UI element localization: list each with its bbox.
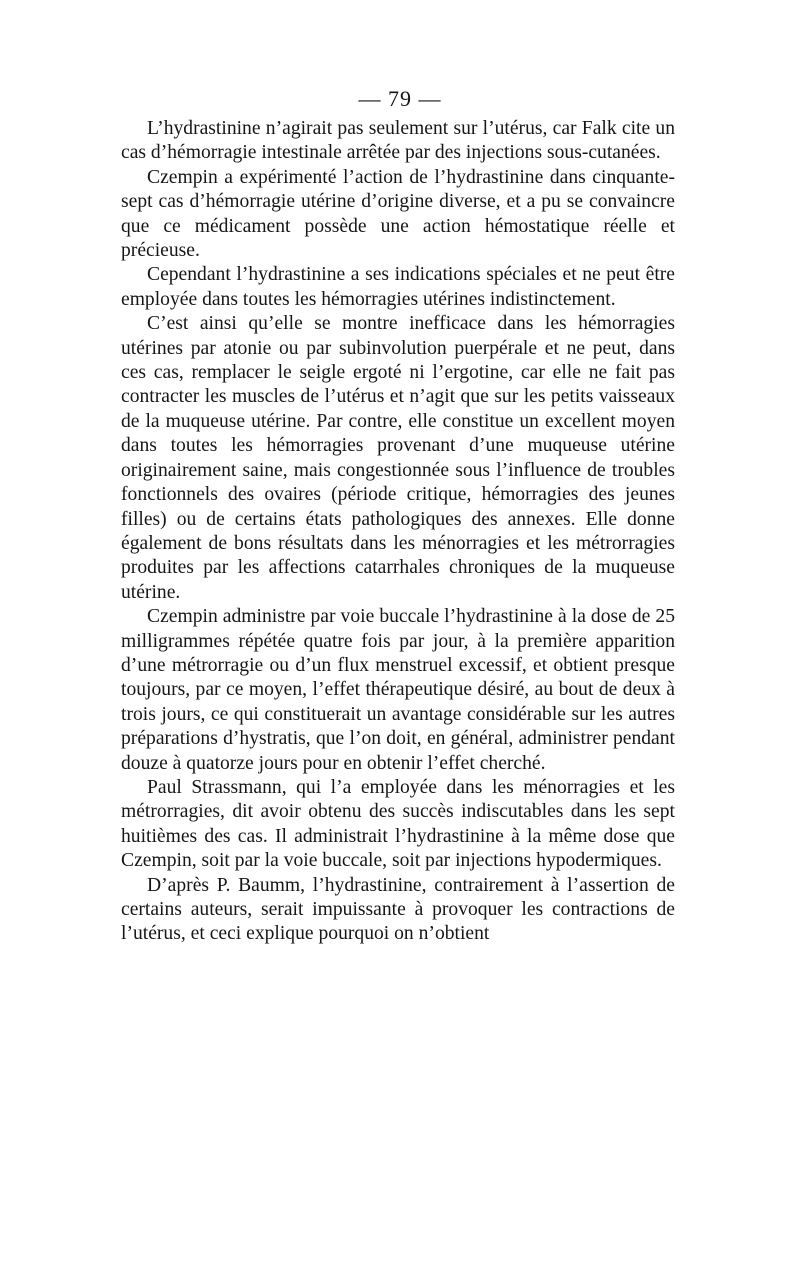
paragraph: C’est ainsi qu’elle se montre inefficace dans les hémorragies utérines par atonie ou par subinvolution puerpérale et ne peut, dans ces cas, remplacer le seigle ergoté ni l’ergotine, car elle ne fait pas contracter les muscles de l’utérus et n’agit que sur les petits vaisseaux de la muqueuse utérine. Par contre, elle constitue un excellent moyen dans toutes les hémorragies provenant d’une muqueuse utérine originairement saine, mais congestionnée sous l’influence de troubles fonctionnels des ovaires (période critique, hémorragies des jeunes filles) ou de certains états pathologiques des annexes. Elle donne également de bons résultats dans les ménorragies et les métrorragies produites par les affections catarrhales chroniques de la muqueuse utérine. bbox=[121, 313, 675, 603]
paragraph: Czempin a expérimenté l’action de l’hydrastinine dans cinquante-sept cas d’hémorragie utérine d’origine diverse, et a pu se convaincre que ce médicament possède une action hémostatique réelle et précieuse. bbox=[121, 166, 675, 262]
paragraph: L’hydrastinine n’agirait pas seulement sur l’utérus, car Falk cite un cas d’hémorragie intestinale arrêtée par des injections sous-cutanées. bbox=[121, 118, 675, 164]
paragraph: Czempin administre par voie buccale l’hydrastinine à la dose de 25 milligrammes répétée quatre fois par jour, à la première apparition d’une métrorragie ou d’un flux menstruel excessif, et obtient presque toujours, par ce moyen, l’effet thérapeutique désiré, au bout de deux à trois jours, ce qui constituerait un avantage considérable sur les autres préparations d’hystratis, que l’on doit, en général, administrer pendant douze à quatorze jours pour en obtenir l’effet cherché. bbox=[121, 606, 675, 774]
body-text bbox=[121, 117, 675, 947]
page-number: — 79 — bbox=[358, 86, 442, 111]
paragraph: D’après P. Baumm, l’hydrastinine, contrairement à l’assertion de certains auteurs, serait impuissante à provoquer les contractions de l’utérus, et ceci explique pourquoi on n’obtient bbox=[121, 874, 675, 945]
paragraph: Paul Strassmann, qui l’a employée dans les ménorragies et les métrorragies, dit avoir obtenu des succès indiscutables dans les sept huitièmes des cas. Il administrait l’hydrastinine à la même dose que Czempin, soit par la voie buccale, soit par injections hypodermiques. bbox=[121, 776, 675, 872]
paragraph: Cependant l’hydrastinine a ses indications spéciales et ne peut être employée dans toutes les hémorragies utérines indistinctement. bbox=[121, 264, 675, 310]
